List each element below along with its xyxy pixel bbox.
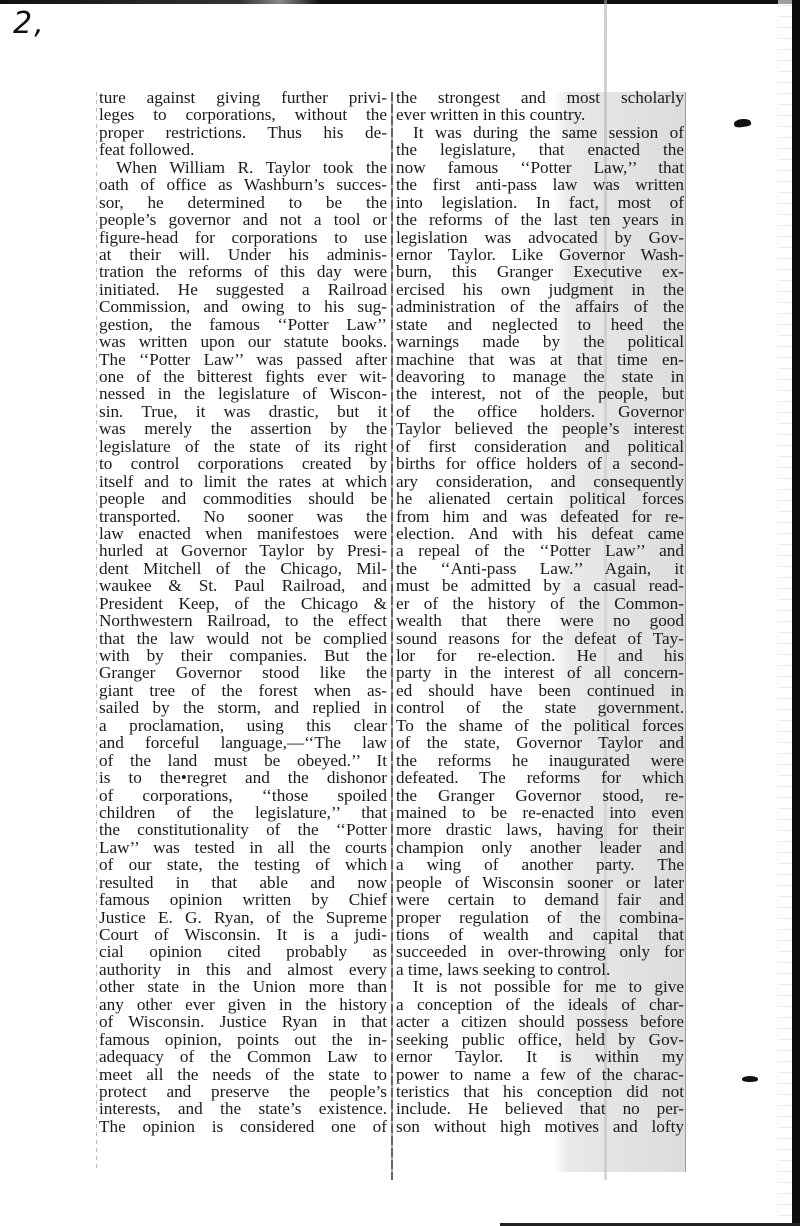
text-line: of first consideration and political xyxy=(396,436,684,456)
text-line: of our state, the testing of which xyxy=(99,855,387,875)
left-column-border xyxy=(96,92,97,1172)
text-line: the first anti-pass law was written xyxy=(396,175,684,195)
text-line: resulted in that able and now xyxy=(99,872,387,892)
text-line: include. He believed that no per- xyxy=(396,1099,684,1119)
text-line: waukee & St. Paul Railroad, and xyxy=(99,576,387,596)
text-line: tration the reforms of this day were xyxy=(99,262,387,282)
text-line: It is not possible for me to give xyxy=(413,977,684,997)
text-line: lor for re-election. He and his xyxy=(396,646,684,665)
text-line: of Wisconsin. Justice Ryan in that xyxy=(99,1012,387,1032)
text-line: oath of office as Washburn’s succes- xyxy=(99,175,387,195)
text-line: The ‘‘Potter Law’’ was passed after xyxy=(99,349,387,369)
text-line: a repeal of the ‘‘Potter Law’’ and xyxy=(396,541,684,561)
text-line: giant tree of the forest when as- xyxy=(99,680,387,700)
text-line: The opinion is considered one of xyxy=(99,1116,387,1136)
text-line: succeeded in over-throwing only for xyxy=(396,942,684,962)
text-line: acter a citizen should possess before xyxy=(396,1012,684,1032)
text-line: legislature of the state of its right xyxy=(99,436,387,456)
margin-ink-mark xyxy=(734,118,752,128)
text-line: administration of the affairs of the xyxy=(396,297,684,317)
margin-ink-mark xyxy=(742,1076,758,1082)
text-line: Northwestern Railroad, to the effect xyxy=(99,611,387,631)
text-line: the reforms he inaugurated were xyxy=(396,750,684,770)
text-line: hurled at Governor Taylor by Presi- xyxy=(99,541,387,561)
text-line: Taylor believed the people’s interest xyxy=(396,419,684,439)
text-line: Granger Governor stood like the xyxy=(99,663,387,683)
text-line: births for office holders of a second- xyxy=(396,454,684,474)
text-line: Justice E. G. Ryan, of the Supreme xyxy=(99,907,387,927)
text-line: a wing of another party. The xyxy=(396,855,684,875)
text-line: er of the history of the Common- xyxy=(396,593,684,613)
text-line: the constitutionality of the ‘‘Potter xyxy=(99,820,387,840)
text-line: leges to corporations, without the xyxy=(99,105,387,125)
text-line: from him and was defeated for re- xyxy=(396,506,684,526)
text-line: wealth that there were no good xyxy=(396,611,684,631)
text-line: Law’’ was tested in all the courts xyxy=(99,837,387,857)
text-line: ernor Taylor. It is within my xyxy=(396,1047,684,1067)
scan-right-speckle xyxy=(778,0,792,1226)
text-line: defeated. The reforms for which xyxy=(396,768,684,788)
text-line: seeking public office, held by Gov- xyxy=(396,1029,684,1049)
text-line: son without high motives and lofty xyxy=(396,1116,684,1136)
text-line: feat followed. xyxy=(99,140,195,160)
text-column-left xyxy=(99,89,387,1135)
text-line: the reforms of the last ten years in xyxy=(396,210,684,230)
text-line: power to name a few of the charac- xyxy=(396,1064,684,1084)
text-line: When William R. Taylor took the xyxy=(116,157,387,177)
text-line: were certain to demand fair and xyxy=(396,890,684,910)
text-line: a time, laws seeking to control. xyxy=(396,959,611,979)
text-line: gestion, the famous ‘‘Potter Law’’ xyxy=(99,314,387,334)
text-line: election. And with his defeat came xyxy=(396,523,684,543)
text-line: famous opinion written by Chief xyxy=(99,890,387,910)
text-line: of the land must be obeyed.’’ It xyxy=(99,750,387,770)
text-line: tions of wealth and capital that xyxy=(396,925,684,944)
text-line: was written upon our statute books. xyxy=(99,332,387,352)
text-line: the interest, not of the people, but xyxy=(396,384,684,404)
text-line: ary consideration, and consequently xyxy=(396,471,684,491)
text-line: proper regulation of the combina- xyxy=(396,907,684,927)
text-line: is to the•regret and the dishonor xyxy=(99,768,387,788)
text-line: state and neglected to heed the xyxy=(396,314,684,334)
text-line: cial opinion cited probably as xyxy=(99,942,387,962)
text-column-right xyxy=(396,89,684,1135)
text-line: of the office holders. Governor xyxy=(396,401,684,421)
text-line: sound reasons for the defeat of Tay- xyxy=(396,628,684,648)
text-line: must be admitted by a casual read- xyxy=(396,576,684,596)
text-line: that the law would not be complied xyxy=(99,628,387,648)
text-line: to control corporations created by xyxy=(99,454,387,474)
text-line: people of Wisconsin sooner or later xyxy=(396,872,684,892)
text-line: interests, and the state’s existence. xyxy=(99,1099,387,1119)
text-line: any other ever given in the history xyxy=(99,994,387,1014)
text-line: meet all the needs of the state to xyxy=(99,1064,387,1084)
text-line: deavoring to manage the state in xyxy=(396,367,684,386)
text-line: champion only another leader and xyxy=(396,837,684,857)
text-line: President Keep, of the Chicago & xyxy=(99,593,387,613)
text-line: ed should have been continued in xyxy=(396,680,684,700)
text-line: one of the bitterest fights ever wit- xyxy=(99,367,387,386)
text-line: the strongest and most scholarly xyxy=(396,88,684,107)
text-line: Court of Wisconsin. It is a judi- xyxy=(99,925,387,944)
text-line: adequacy of the Common Law to xyxy=(99,1047,387,1067)
text-line: transported. No sooner was the xyxy=(99,506,387,526)
text-line: children of the legislature,’’ that xyxy=(99,802,387,822)
text-line: teristics that his conception did not xyxy=(396,1081,684,1101)
text-line: of corporations, ‘‘those spoiled xyxy=(99,785,387,805)
text-line: famous opinion, points out the in- xyxy=(99,1029,387,1049)
column-divider xyxy=(391,92,393,1180)
text-line: Commission, and owing to his sug- xyxy=(99,297,387,317)
text-line: people’s governor and not a tool or xyxy=(99,210,387,230)
text-line: ernor Taylor. Like Governor Wash- xyxy=(396,244,684,264)
text-line: more drastic laws, having for their xyxy=(396,820,684,840)
text-line: with by their companies. But the xyxy=(99,646,387,665)
scan-top-edge xyxy=(0,0,800,4)
text-line: itself and to limit the rates at which xyxy=(99,471,387,491)
text-line: the ‘‘Anti-pass Law.’’ Again, it xyxy=(396,558,684,578)
text-line: a conception of the ideals of char- xyxy=(396,994,684,1014)
handwritten-page-number: 2, xyxy=(13,6,46,41)
text-line: legislation was advocated by Gov- xyxy=(396,227,684,247)
text-line: the Granger Governor stood, re- xyxy=(396,785,684,805)
text-line: nessed in the legislature of Wiscon- xyxy=(99,384,387,404)
text-line: ture against giving further privi- xyxy=(99,88,387,107)
text-line: ever written in this country. xyxy=(396,105,586,125)
right-column-border xyxy=(685,92,686,1172)
text-line: a proclamation, using this clear xyxy=(99,715,387,735)
text-line: warnings made by the political xyxy=(396,332,684,352)
text-line: authority in this and almost every xyxy=(99,959,387,979)
text-line: burn, this Granger Executive ex- xyxy=(396,262,684,282)
text-line: law enacted when manifestoes were xyxy=(99,523,387,543)
text-line: sor, he determined to be the xyxy=(99,192,387,212)
text-line: It was during the same session of xyxy=(413,122,684,142)
text-line: other state in the Union more than xyxy=(99,977,387,997)
text-line: people and commodities should be xyxy=(99,489,387,509)
text-line: figure-head for corporations to use xyxy=(99,227,387,247)
text-line: dent Mitchell of the Chicago, Mil- xyxy=(99,558,387,578)
text-line: protect and preserve the people’s xyxy=(99,1081,387,1101)
text-line: control of the state government. xyxy=(396,698,684,718)
text-line: initiated. He suggested a Railroad xyxy=(99,279,387,299)
text-line: party in the interest of all concern- xyxy=(396,663,684,683)
text-line: and forceful language,—‘‘The law xyxy=(99,733,387,753)
text-line: machine that was at that time en- xyxy=(396,349,684,369)
text-line: was merely the assertion by the xyxy=(99,419,387,439)
text-line: ercised his own judgment in the xyxy=(396,279,684,299)
text-line: now famous ‘‘Potter Law,’’ that xyxy=(396,157,684,177)
text-line: at their will. Under his adminis- xyxy=(99,244,387,264)
text-line: of the state, Governor Taylor and xyxy=(396,733,684,753)
text-line: he alienated certain political forces xyxy=(396,489,684,509)
text-line: into legislation. In fact, most of xyxy=(396,192,684,212)
text-line: To the shame of the political forces xyxy=(396,715,684,735)
text-line: mained to be re-enacted into even xyxy=(396,802,684,822)
text-line: sin. True, it was drastic, but it xyxy=(99,401,387,421)
text-line: the legislature, that enacted the xyxy=(396,140,684,160)
scan-right-edge xyxy=(792,0,800,1226)
text-line: sailed by the storm, and replied in xyxy=(99,698,387,718)
text-line: proper restrictions. Thus his de- xyxy=(99,122,387,142)
